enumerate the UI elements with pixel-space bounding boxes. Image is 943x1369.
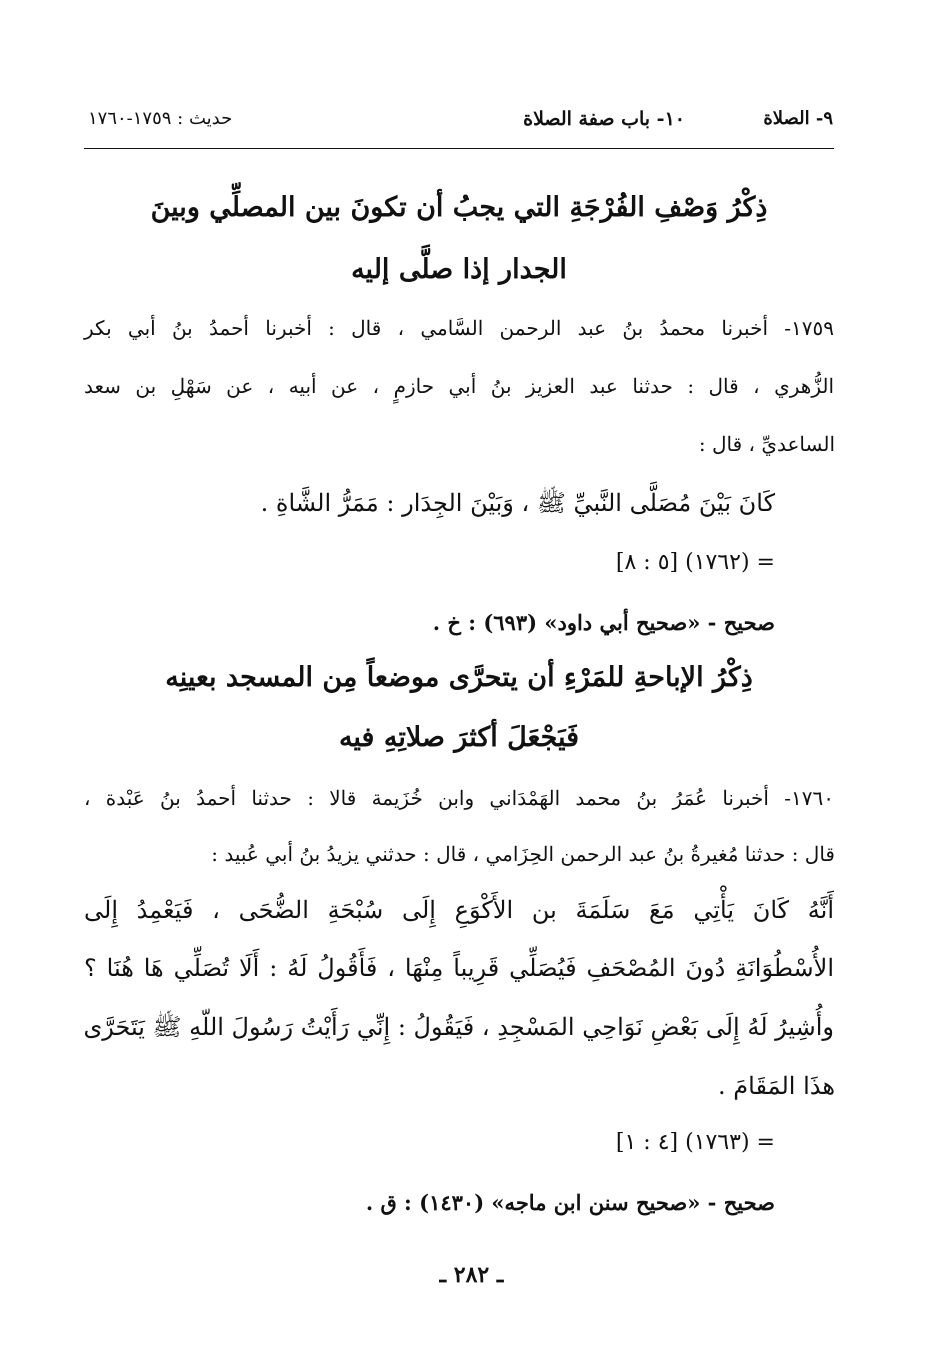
hadith-1760-isnad-line-1: ١٧٦٠- أخبرنا عُمَرُ بنُ محمد الهَمْدَاني وابن خُزَيمة قالا : حدثنا أحمدُ بنُ عَبْدة ، (84, 786, 834, 810)
hadith-1760-matn-line-1: أَنَّهُ كَانَ يَأْتِي مَعَ سَلَمَةَ بن الأَكْوَعِ إِلَى سُبْحَةِ الضُّحَى ، فَيَعْمِدُ إِلَى (84, 896, 834, 924)
header-divider (84, 148, 834, 149)
section-heading-2-line-2: فَيَجْعَلَ أكثرَ صلاتِهِ فيه (338, 722, 580, 753)
hadith-1760-grading: صحيح - «صحيح سنن ابن ماجه» (١٤٣٠) : ق . (365, 1190, 775, 1215)
hadith-1759-isnad-line-1: ١٧٥٩- أخبرنا محمدُ بنُ عبد الرحمن السَّامي ، قال : أخبرنا أحمدُ بنُ أبي بكر (84, 316, 834, 340)
hadith-1760-matn-line-4: هذَا المَقَامَ . (718, 1072, 835, 1100)
running-header-chapter: ٩- الصلاة (763, 108, 833, 129)
hadith-1759-isnad-line-2: الزُّهري ، قال : حدثنا عبد العزيز بنُ أبي حازمٍ ، عن أبيه ، عن سَهْلِ بن سعد (84, 374, 834, 398)
hadith-1759-cross-reference: = (١٧٦٢) [٥ : ٨] (615, 550, 775, 575)
hadith-1760-matn-line-2: الأُسْطُوَانَةِ دُونَ المُصْحَفِ فَيُصَلِّي قَرِيباً مِنْهَا ، فَأَقُولُ لَهُ : أَلَا تُصَلِّي هَا هُنَا ؟ (84, 954, 834, 982)
running-header-hadith-range: حديث : ١٧٥٩-١٧٦٠ (88, 108, 233, 129)
hadith-1759-matn: كَانَ بَيْنَ مُصَلَّى النَّبيِّ ﷺ ، وَبَيْنَ الجِدَار : مَمَرُّ الشَّاةِ . (260, 489, 775, 517)
running-header-section: ١٠- باب صفة الصلاة (523, 108, 685, 130)
hadith-1759-grading: صحيح - «صحيح أبي داود» (٦٩٣) : خ . (432, 610, 775, 635)
page-number: ـ ٢٨٢ ـ (439, 1262, 504, 1288)
hadith-1760-isnad-line-2: قال : حدثنا مُغيرةُ بنُ عبد الرحمن الحِزَامي ، قال : حدثني يزيدُ بنُ أبي عُبيد : (211, 842, 835, 866)
section-heading-1-line-2: الجدار إذا صلَّى إليه (351, 254, 567, 285)
section-heading-1-line-1: ذِكْرُ وَصْفِ الفُرْجَةِ التي يجبُ أن تكونَ بين المصلِّي وبينَ (150, 192, 768, 223)
hadith-1760-matn-line-3: وأُشِيرُ لَهُ إِلَى بَعْضِ نَوَاحِي المَسْجِدِ ، فَيَقُولُ : إِنِّي رَأَيْتُ رَسُولَ اللّهِ ﷺ يَتَحَرَّى (83, 1013, 834, 1041)
hadith-1760-cross-reference: = (١٧٦٣) [٤ : ١] (615, 1130, 775, 1155)
section-heading-2-line-1: ذِكْرُ الإباحةِ للمَرْءِ أن يتحرَّى موضعاً مِن المسجد بعينِه (165, 662, 753, 693)
hadith-1759-isnad-line-3: الساعديِّ ، قال : (698, 432, 835, 456)
